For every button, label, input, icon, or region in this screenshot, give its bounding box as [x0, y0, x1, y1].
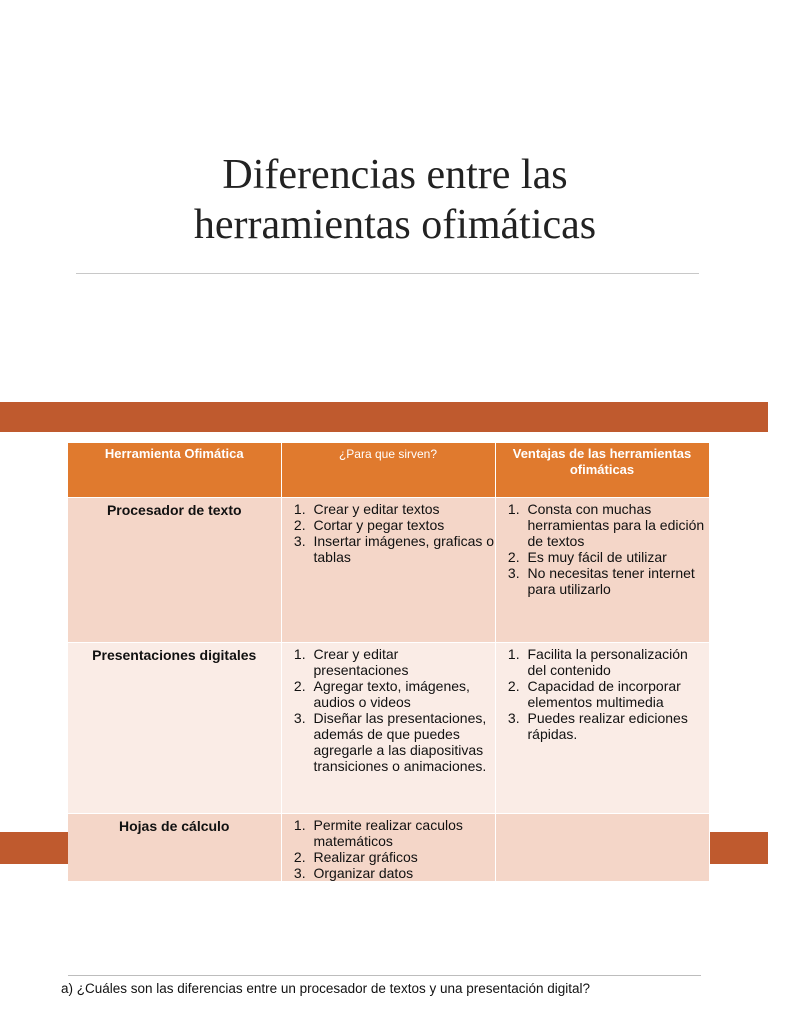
row-advantages-cell	[495, 814, 709, 882]
list-item: 1. Consta con muchas herramientas para la edición de textos	[524, 501, 709, 549]
header-uses: ¿Para que sirven?	[281, 443, 495, 498]
table-header-row	[68, 443, 709, 498]
list-item: 1. Permite realizar caculos matemáticos	[310, 817, 495, 849]
row-advantages-cell	[495, 498, 709, 643]
row-tool-name: Presentaciones digitales	[68, 643, 281, 814]
decorative-band-top	[0, 402, 768, 432]
header-advantages: Ventajas de las herramientas ofimáticas	[495, 443, 709, 498]
row-tool-name: Hojas de cálculo	[68, 814, 281, 882]
uses-list	[282, 646, 495, 774]
comparison-table-container	[68, 443, 709, 881]
table-row	[68, 498, 709, 643]
header-tool: Herramienta Ofimática	[68, 443, 281, 498]
row-uses-cell	[281, 814, 495, 882]
table-row	[68, 643, 709, 814]
table-row	[68, 814, 709, 882]
list-item: 3. Insertar imágenes, graficas o tablas	[310, 533, 495, 565]
list-item: 3. Puedes realizar ediciones rápidas.	[524, 710, 709, 742]
list-item: 1. Crear y editar textos	[310, 501, 495, 517]
list-item: 3. No necesitas tener internet para utilizarlo	[524, 565, 709, 597]
title-divider	[76, 273, 699, 274]
list-item: 2. Agregar texto, imágenes, audios o videos	[310, 678, 495, 710]
question-divider	[68, 975, 701, 976]
row-advantages-cell	[495, 643, 709, 814]
list-item: 2. Capacidad de incorporar elementos multimedia	[524, 678, 709, 710]
advantages-list	[496, 646, 709, 742]
list-item: 3. Diseñar las presentaciones, además de que puedes agregarle a las diapositivas transiciones o animaciones.	[310, 710, 495, 774]
list-item: 1. Facilita la personalización del contenido	[524, 646, 709, 678]
uses-list	[282, 817, 495, 881]
slide-title	[0, 150, 790, 250]
question-text: a) ¿Cuáles son las diferencias entre un procesador de textos y una presentación digital?	[61, 981, 591, 996]
list-item: 1. Crear y editar presentaciones	[310, 646, 495, 678]
row-uses-cell	[281, 643, 495, 814]
row-uses-cell	[281, 498, 495, 643]
slide-title-line-2: herramientas ofimáticas	[193, 202, 597, 248]
list-item: 2. Es muy fácil de utilizar	[524, 549, 709, 565]
row-tool-name: Procesador de texto	[68, 498, 281, 643]
list-item: 3. Organizar datos	[310, 865, 495, 881]
comparison-table	[68, 443, 710, 882]
uses-list	[282, 501, 495, 565]
advantages-list	[496, 501, 709, 597]
slide-title-line-1: Diferencias entre las	[222, 152, 568, 198]
list-item: 2. Cortar y pegar textos	[310, 517, 495, 533]
list-item: 2. Realizar gráficos	[310, 849, 495, 865]
